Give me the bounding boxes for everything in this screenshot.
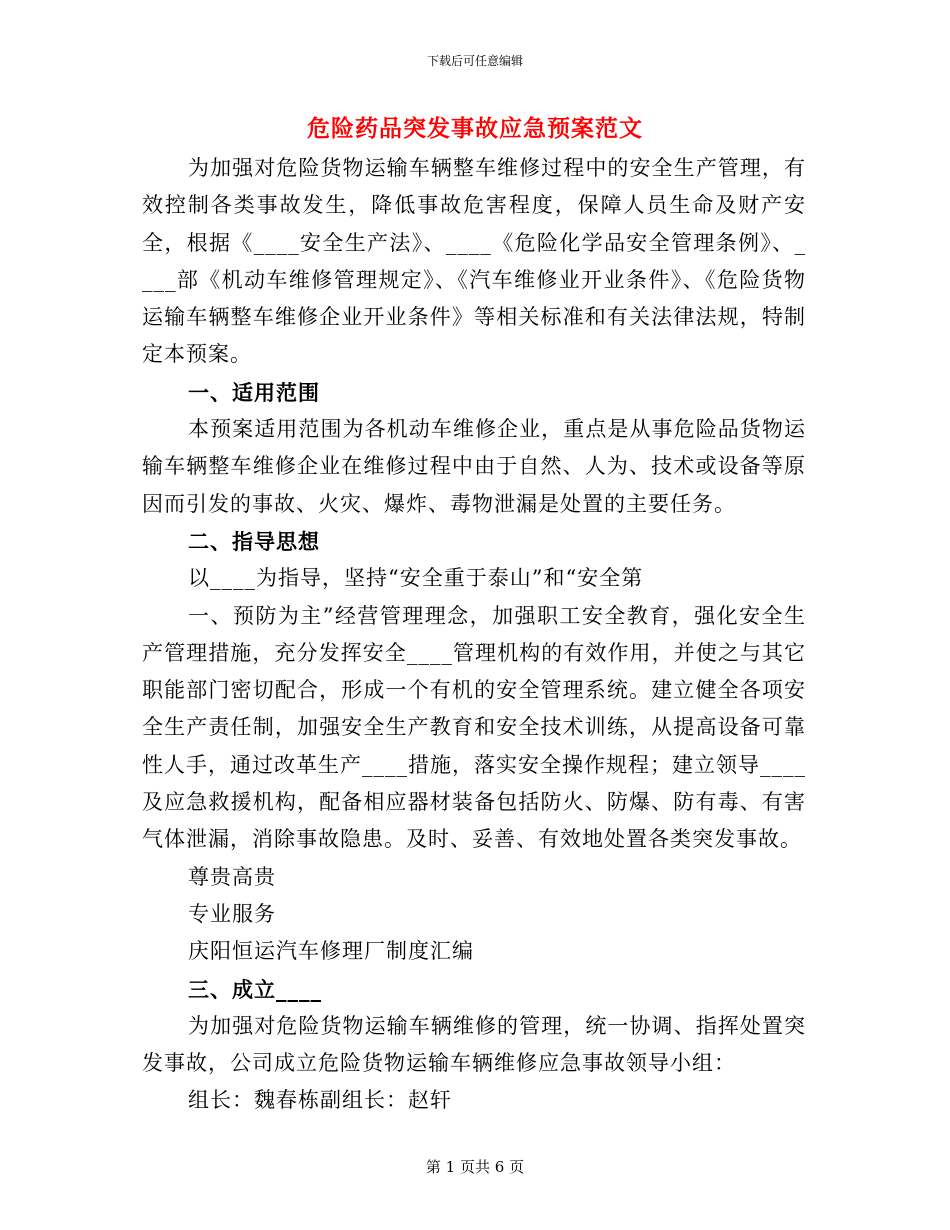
- paragraph-guiding-idea-start: 以____为指导，坚持“安全重于泰山”和“安全第: [188, 566, 644, 591]
- paragraph-scope: 本预案适用范围为各机动车维修企业，重点是从事危险品货物运输车辆整车维修企业在维修过程中由于自然、人为、技术或设备等原因而引发的事故、火灾、爆炸、毒物泄漏是处置的主要任务。: [142, 417, 806, 516]
- heading-scope: 一、适用范围: [188, 379, 320, 405]
- paragraph-slogan-2: 专业服务: [188, 901, 276, 926]
- paragraph-team-leaders: 组长：魏春栋副组长：赵轩: [188, 1088, 452, 1113]
- heading-guiding-idea: 二、指导思想: [188, 528, 320, 554]
- document-title: 危险药品突发事故应急预案范文: [307, 115, 643, 142]
- paragraph-guiding-idea: 一、预防为主”经营管理理念，加强职工安全教育，强化安全生产管理措施，充分发挥安全____管理机构的有效作用，并使之与其它职能部门密切配合，形成一个有机的安全管理系统。建立健全各项安全生产责任制，加强安全生产教育和安全技术训练，从提高设备可靠性人手，通过改革生产____措施，落实安全操作规程；建立领导____及应急救援机构，配备相应器材装备包括防火、防爆、防有毒、有害气体泄漏，消除事故隐患。及时、妥善、有效地处置各类突发事故。: [142, 603, 806, 852]
- paragraph-slogan-1: 尊贵高贵: [188, 864, 276, 889]
- paragraph-company-name: 庆阳恒运汽车修理厂制度汇编: [188, 939, 474, 964]
- paragraph-establish: 为加强对危险货物运输车辆维修的管理，统一协调、指挥处置突发事故，公司成立危险货物运输车辆维修应急事故领导小组：: [142, 1013, 806, 1076]
- heading-establish: 三、成立____: [188, 976, 322, 1002]
- document-body: [142, 150, 806, 1120]
- page-header-note: 下载后可任意编辑: [426, 54, 523, 68]
- paragraph-intro: 为加强对危险货物运输车辆整车维修过程中的安全生产管理，有效控制各类事故发生，降低事故危害程度，保障人员生命及财产安全，根据《____安全生产法》、____《危险化学品安全管理条例》、____部《机动车维修管理规定》、《汽车维修业开业条件》、《危险货物运输车辆整车维修企业开业条件》等相关标准和有关法律法规，特制定本预案。: [142, 156, 806, 367]
- page-footer-number: 第 1 页共 6 页: [425, 1158, 525, 1176]
